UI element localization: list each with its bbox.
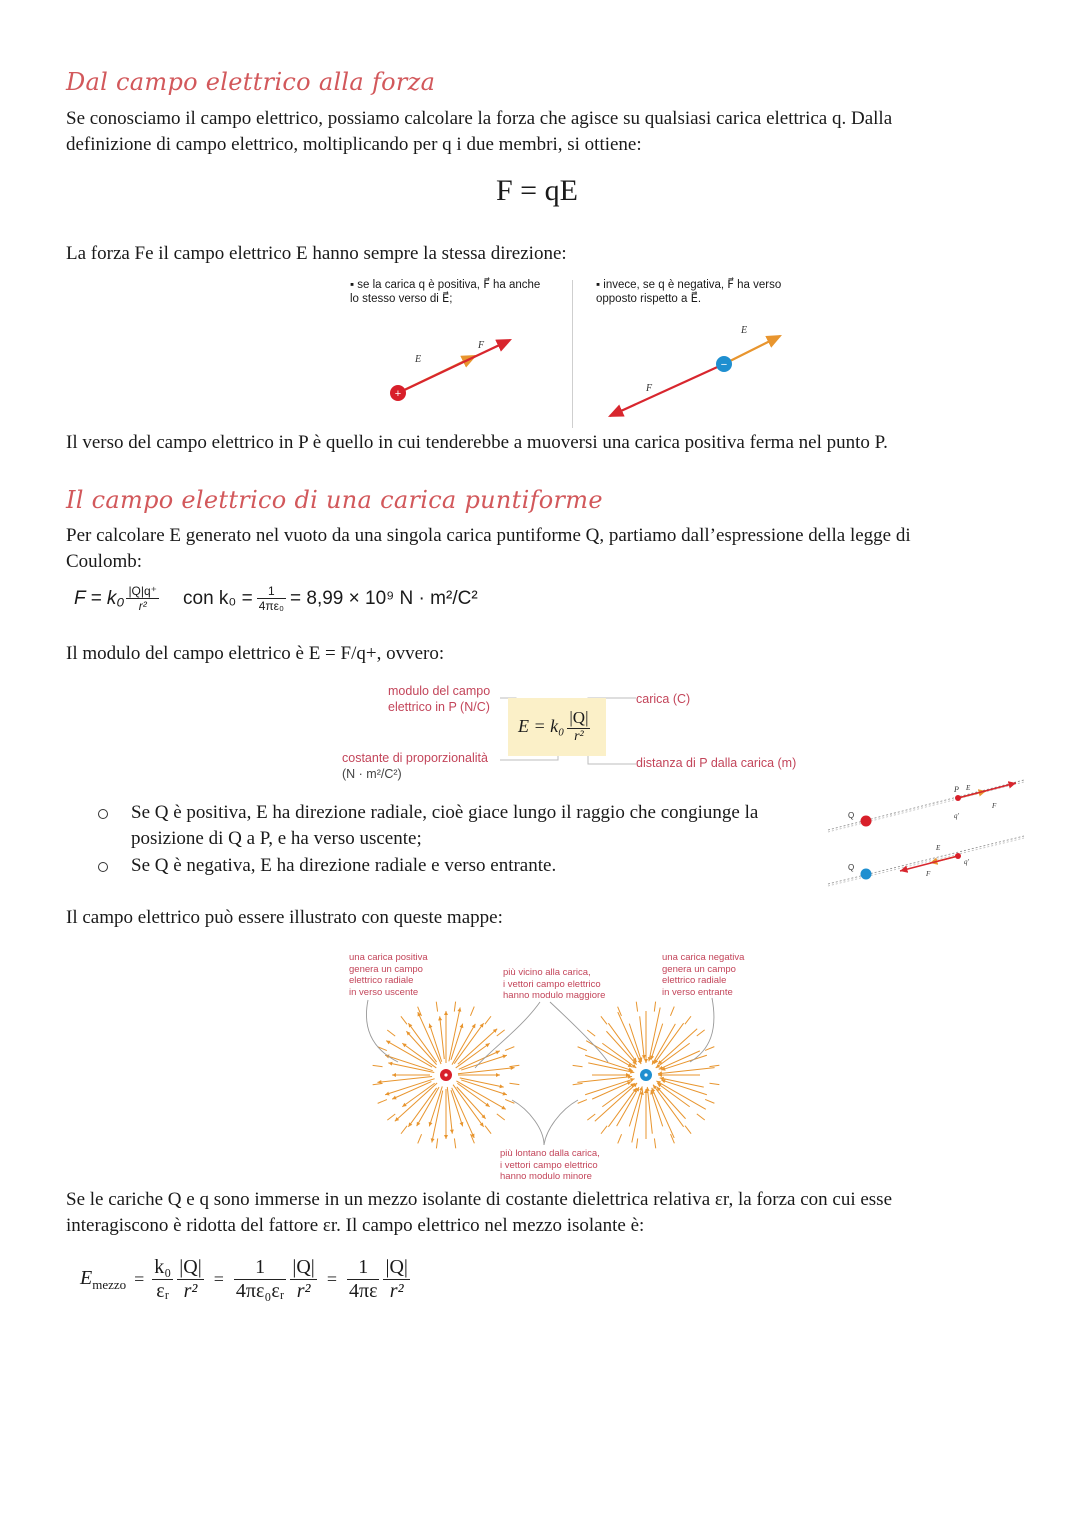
field-line-outer — [697, 1030, 705, 1036]
field-arrowhead — [429, 1024, 433, 1028]
map-ann-near-3: hanno modulo maggiore — [503, 990, 606, 1001]
field-line — [657, 1083, 689, 1107]
intro-line-2: definizione di campo elettrico, moltiplicando per q i due membri, si ottiene: — [66, 134, 642, 155]
field-arrowhead — [460, 1122, 464, 1126]
coulomb-fraction — [126, 584, 159, 613]
field-line — [377, 1076, 432, 1082]
field-arrowhead — [639, 1086, 643, 1090]
map-ann-neg-2: genera un campo — [662, 963, 736, 975]
field-arrowhead — [502, 1055, 506, 1059]
E-formula-numerator: |Q| — [569, 708, 589, 727]
field-line-outer — [573, 1065, 583, 1066]
field-line — [460, 1078, 504, 1087]
minus-sign: − — [720, 359, 728, 371]
field-line-outer — [685, 1126, 691, 1134]
field-line-outer — [685, 1016, 691, 1024]
field-arrowhead — [502, 1092, 506, 1096]
map-ann-pos-2: genera un campo — [349, 963, 423, 975]
field-line — [447, 1087, 452, 1134]
caption-positive-line-2: lo stesso verso di E⃗; — [350, 293, 453, 305]
field-line-outer — [709, 1065, 719, 1066]
field-arrowhead — [429, 1122, 433, 1126]
field-arrowhead — [632, 1064, 636, 1068]
side-positive-charge-icon — [861, 816, 872, 827]
intro-line-1: Se conosciamo il campo elettrico, possiamo calcolare la forza che agisce su qualsiasi carica elettrica q. Dalla — [66, 108, 893, 129]
field-line-outer — [373, 1065, 383, 1066]
paragraph-coulomb — [66, 523, 1026, 575]
field-arrowhead — [408, 1023, 412, 1027]
field-line-outer — [654, 1138, 655, 1148]
field-arrowhead — [457, 1007, 461, 1011]
k0-fraction — [257, 584, 286, 613]
field-arrowhead — [485, 1103, 489, 1107]
field-line-outer — [454, 1002, 455, 1012]
medium-line-1: Se le cariche Q e q sono immerse in un mezzo isolante di costante dielettrica relativa εr, la forza con cui esse — [66, 1189, 892, 1210]
annotation-modulo — [388, 683, 490, 715]
field-line-outer — [671, 1134, 675, 1143]
k0-denominator: 4πε₀ — [258, 599, 284, 613]
annotation-modulo-line-1: modulo del campo — [388, 684, 491, 698]
field-line — [654, 1023, 683, 1063]
field-line-outer — [705, 1047, 714, 1051]
field-line-outer — [470, 1007, 474, 1016]
E-mezzo-formula — [80, 1256, 410, 1303]
field-line — [658, 1029, 697, 1065]
map-ann-pos-4: in verso uscente — [349, 986, 419, 998]
bullet-negative: Se Q è negativa, E ha direzione radiale e verso entrante. — [131, 855, 557, 876]
field-line — [457, 1083, 489, 1107]
field-line — [459, 1051, 500, 1069]
field-line-outer — [573, 1083, 583, 1084]
medium-line-2: interagiscono è ridotta del fattore εr. Il campo elettrico nel mezzo isolante è: — [66, 1215, 645, 1236]
caption-negative-line-1: ▪ invece, se q è negativa, F⃗ ha verso — [596, 279, 782, 291]
annotation-constant — [342, 750, 488, 782]
map-ann-neg-1: una carica negativa — [662, 952, 745, 963]
field-arrowhead — [388, 1062, 392, 1066]
maps-text: Il campo elettrico può essere illustrato con queste mappe: — [66, 907, 503, 928]
field-line-outer — [387, 1030, 395, 1036]
field-line — [406, 1031, 436, 1064]
map-ann-pos-1: una carica positiva — [349, 952, 428, 963]
frac-k0-er: $\frac{\text{k₀}}{\text{εᵣ}}$ — [154, 1256, 172, 1302]
map-ann-far-3: hanno modulo minore — [500, 1171, 592, 1182]
side-Q-label-bottom: Q — [848, 863, 855, 872]
field-line — [456, 1043, 490, 1068]
field-line-outer — [587, 1114, 595, 1120]
field-line-outer — [578, 1047, 587, 1051]
E-mezzo-lhs: $E_{mezzo}$ — [80, 1266, 127, 1292]
equals-3: = — [326, 1269, 337, 1289]
label-E-negative: E⃗ — [741, 325, 755, 336]
field-line-outer — [485, 1016, 491, 1024]
field-arrowhead — [431, 1138, 435, 1142]
annotation-modulo-line-2: elettrico in P (N/C) — [388, 700, 490, 714]
field-arrowhead — [444, 1135, 448, 1139]
map-ann-pos-3: elettrico radiale — [349, 975, 414, 986]
side-q-label-top: q' — [954, 812, 959, 820]
field-line-outer — [505, 1099, 514, 1103]
annotation-distance: distanza di P dalla carica (m) — [636, 756, 797, 770]
field-arrowhead — [392, 1073, 396, 1077]
frac-Q-r2-a: $\frac{|Q|}{\text{r²}}$ — [179, 1256, 202, 1302]
E-formula-fraction — [567, 708, 590, 745]
paragraph-intro — [66, 106, 1026, 158]
caption-negative-line-2: opposto rispetto a E⃗. — [596, 293, 702, 305]
field-line — [452, 1088, 474, 1138]
modulo-text: Il modulo del campo elettrico è E = F/q+, ovvero: — [66, 643, 445, 664]
field-line — [402, 1043, 436, 1068]
bullet-positive-line-1: Se Q è positiva, E ha direzione radiale, cioè giace lungo il raggio che congiunge la — [131, 802, 759, 823]
side-Q-label-top: Q — [848, 811, 855, 820]
figure-caption-positive — [350, 278, 570, 306]
field-line-outer — [636, 1002, 637, 1012]
field-line — [432, 1091, 443, 1143]
field-line-outer — [373, 1083, 383, 1084]
field-line-outer — [454, 1138, 455, 1148]
frac-1-4pie: $\frac{1}{4\pi\varepsilon}$ — [348, 1256, 378, 1302]
E-formula-denominator: r² — [574, 729, 584, 744]
field-line — [652, 1088, 674, 1138]
field-line-outer — [378, 1100, 387, 1104]
map-ann-neg-4: in verso entrante — [662, 986, 733, 998]
bullet-marker-1 — [98, 809, 108, 819]
field-line-outer — [654, 1002, 655, 1012]
formula-F-qE: F = qE — [496, 174, 578, 207]
field-line-outer — [418, 1134, 422, 1143]
field-line-outer — [697, 1114, 705, 1120]
coulomb-line-1: Per calcolare E generato nel vuoto da una singola carica puntiforme Q, partiamo dall’espressione della legge di — [66, 525, 911, 546]
field-arrowhead — [402, 1043, 406, 1047]
side-F-label-bottom: F⃗ — [926, 870, 936, 878]
bullet-positive — [131, 800, 811, 852]
map-ann-far-1: più lontano dalla carica, — [500, 1148, 600, 1159]
coulomb-numerator: |Q|q⁺ — [128, 584, 158, 598]
field-line-outer — [618, 1007, 622, 1016]
field-line — [632, 1091, 643, 1143]
field-line-outer — [497, 1114, 505, 1120]
side-F-label-top: F⃗ — [992, 802, 1002, 810]
field-line-outer — [387, 1114, 395, 1120]
field-arrowhead — [653, 1085, 657, 1089]
field-line-outer — [505, 1047, 514, 1051]
side-E-label-top: E⃗ — [966, 784, 976, 792]
field-arrowhead — [402, 1103, 406, 1107]
equals-2: = — [213, 1269, 224, 1289]
field-line-outer — [601, 1126, 607, 1134]
radial-direction-figure — [826, 778, 1026, 896]
section-title-point-charge: Il campo elettrico di una carica puntiforme — [66, 486, 603, 514]
field-arrowhead — [408, 1122, 412, 1126]
side-q-label-bottom: q' — [964, 858, 969, 866]
map-ann-far-2: i vettori campo elettrico — [500, 1159, 598, 1171]
field-line — [660, 1078, 704, 1087]
force-arrow-negative — [610, 364, 724, 416]
field-arrowhead — [650, 1055, 654, 1059]
field-line-outer — [436, 1138, 437, 1148]
field-line — [457, 1087, 486, 1119]
field-line — [458, 1029, 497, 1065]
side-negative-charge-icon — [861, 869, 872, 880]
field-arrow-negative — [724, 336, 780, 364]
field-line — [608, 1088, 636, 1127]
field-arrowhead — [661, 1079, 665, 1083]
field-arrowhead — [480, 1023, 484, 1027]
label-E-positive: E⃗ — [415, 354, 429, 365]
annotation-constant-line-1: costante di proporzionalità — [342, 751, 488, 765]
frac-Q-r2-c: $\frac{|Q|}{\text{r²}}$ — [385, 1256, 408, 1302]
bullet-positive-line-2: posizione di Q a P, e ha verso uscente; — [131, 828, 422, 849]
force-direction-figure — [340, 318, 840, 428]
figure-caption-negative — [596, 278, 816, 306]
field-maps-figure — [340, 990, 740, 1150]
field-line-outer — [670, 1007, 674, 1016]
field-line-outer — [636, 1138, 637, 1148]
annotation-constant-line-2: (N · m²/C²) — [342, 767, 402, 781]
field-line-outer — [601, 1016, 607, 1024]
paragraph-medium — [66, 1187, 1026, 1239]
map-annotation-far — [500, 1148, 600, 1183]
k0-value: = 8,99 × 10⁹ N · m²/C² — [290, 587, 478, 609]
field-arrowhead — [444, 1011, 448, 1015]
field-arrowhead — [499, 1084, 503, 1088]
field-arrowhead — [644, 1059, 648, 1063]
field-arrowhead — [628, 1068, 632, 1072]
field-line-outer — [509, 1065, 519, 1066]
field-line-outer — [705, 1099, 714, 1103]
equals-1: = — [134, 1269, 145, 1289]
E-formula-lhs: E = k₀ — [518, 716, 565, 736]
map-ann-near-2: i vettori campo elettrico — [503, 978, 601, 990]
field-line-outer — [587, 1030, 595, 1036]
side-E-label-bottom: E⃗ — [936, 844, 946, 852]
field-line-outer — [509, 1083, 519, 1084]
coulomb-denominator: r² — [138, 599, 147, 613]
con-k0: con k₀ = — [183, 587, 253, 609]
field-arrowhead — [656, 1064, 660, 1068]
field-line — [657, 1087, 686, 1119]
bullet-marker-2 — [98, 862, 108, 872]
field-line-outer — [709, 1083, 719, 1084]
section-title-force: Dal campo elettrico alla forza — [66, 68, 436, 96]
field-line-outer — [618, 1134, 622, 1143]
field-line-outer — [578, 1100, 587, 1104]
verso-text: Il verso del campo elettrico in P è quello in cui tenderebbe a muoversi una carica positiva ferma nel punto P. — [66, 432, 888, 453]
force-arrow-positive — [398, 340, 510, 393]
label-F-negative: F⃗ — [646, 383, 660, 394]
k0-numerator: 1 — [257, 584, 286, 599]
frac-Q-r2-b: $\frac{|Q|}{\text{r²}}$ — [292, 1256, 315, 1302]
side-P-label: P — [954, 785, 959, 794]
field-arrowhead — [485, 1043, 489, 1047]
field-line — [440, 1016, 445, 1059]
field-line-outer — [436, 1002, 437, 1012]
frac-1-4pie0er: $\frac{1}{\text{4πε₀εᵣ}}$ — [235, 1256, 285, 1302]
E-formula — [518, 708, 590, 745]
field-line-outer — [485, 1126, 491, 1134]
coulomb-lhs: F = k₀ — [74, 587, 125, 609]
field-line — [606, 1031, 636, 1064]
field-line — [408, 1088, 436, 1127]
field-line — [454, 1023, 483, 1063]
field-arrowhead — [385, 1092, 389, 1096]
field-arrowhead — [460, 1024, 464, 1028]
field-line — [656, 1043, 690, 1068]
direction-text: La forza Fe il campo elettrico E hanno sempre la stessa direzione: — [66, 243, 567, 264]
field-line-outer — [497, 1030, 505, 1036]
caption-positive-line-1: ▪ se la carica q è positiva, F⃗ ha anche — [350, 279, 541, 291]
field-arrowhead — [480, 1122, 484, 1126]
field-line — [602, 1043, 636, 1068]
map-ann-neg-3: elettrico radiale — [662, 975, 727, 986]
coulomb-line-2: Coulomb: — [66, 551, 143, 572]
field-line-outer — [401, 1126, 407, 1134]
field-line — [640, 1016, 645, 1059]
coulomb-formula — [74, 584, 478, 613]
annotation-charge: carica (C) — [636, 692, 691, 706]
map-ann-near-1: più vicino alla carica, — [503, 967, 591, 978]
field-line-outer — [401, 1016, 407, 1024]
field-arrowhead — [496, 1073, 500, 1077]
field-line — [577, 1076, 632, 1082]
label-F-positive: F⃗ — [478, 340, 492, 351]
plus-sign: + — [394, 388, 402, 400]
